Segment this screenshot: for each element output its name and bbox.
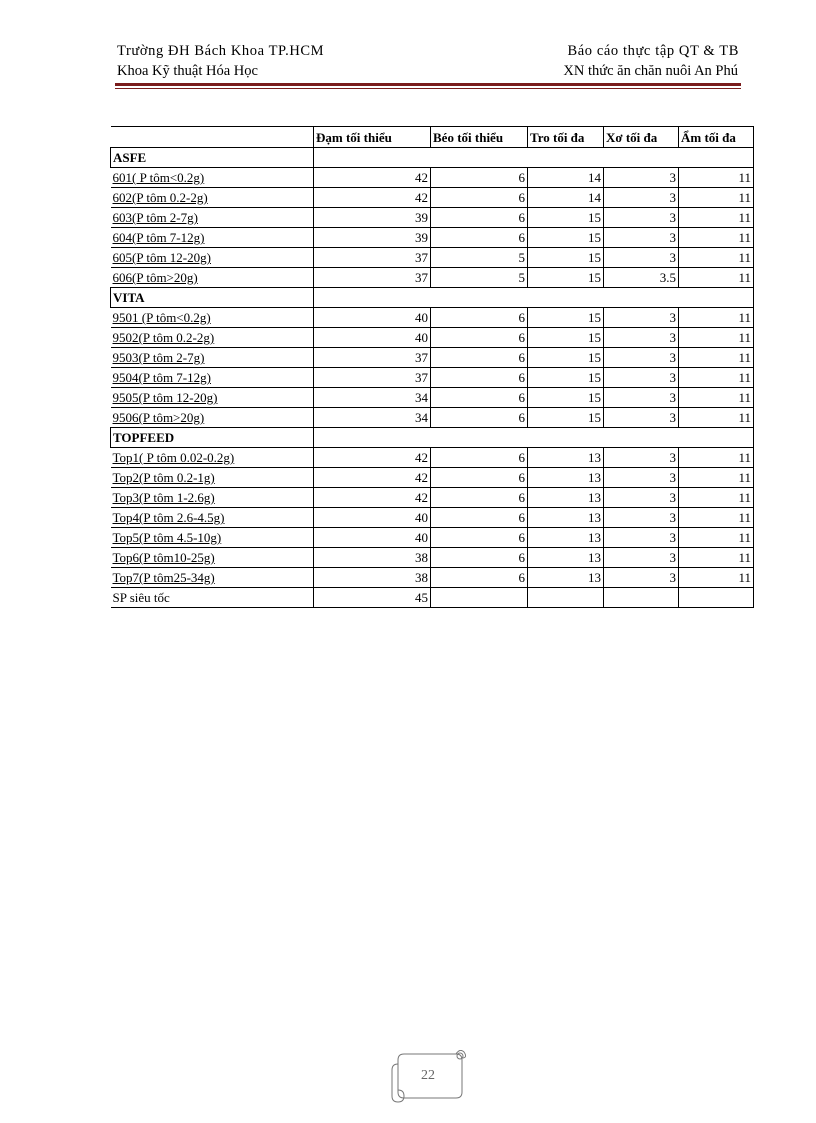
product-name-cell: 602(P tôm 0.2-2g) [111, 188, 314, 208]
group-row [111, 428, 754, 448]
value-cell: 6 [431, 168, 528, 188]
value-cell: 3 [604, 348, 679, 368]
table-row [111, 488, 754, 508]
header-cell-protein-min: Đạm tối thiểu [314, 127, 431, 148]
value-cell: 13 [528, 508, 604, 528]
value-cell: 3 [604, 388, 679, 408]
value-cell: 3 [604, 528, 679, 548]
value-cell: 6 [431, 528, 528, 548]
header-report-title: Báo cáo thực tập QT & TB [567, 43, 739, 59]
value-cell: 3 [604, 328, 679, 348]
value-cell: 11 [679, 508, 754, 528]
group-name: VITA [111, 288, 314, 308]
value-cell: 6 [431, 488, 528, 508]
value-cell [431, 588, 528, 608]
product-name-cell: 603(P tôm 2-7g) [111, 208, 314, 228]
table-row [111, 528, 754, 548]
value-cell: 42 [314, 488, 431, 508]
header-faculty: Khoa Kỹ thuật Hóa Học [117, 63, 258, 79]
value-cell: 42 [314, 168, 431, 188]
value-cell: 13 [528, 488, 604, 508]
value-cell: 3 [604, 168, 679, 188]
header-school: Trường ĐH Bách Khoa TP.HCM [117, 43, 325, 59]
product-name-cell: 601( P tôm<0.2g) [111, 168, 314, 188]
product-name-cell: SP siêu tốc [111, 588, 314, 608]
value-cell: 15 [528, 208, 604, 228]
table-row [111, 448, 754, 468]
value-cell: 40 [314, 508, 431, 528]
product-name-cell: 9504(P tôm 7-12g) [111, 368, 314, 388]
header-cell-ash-max: Tro tối đa [528, 127, 604, 148]
page-number: 22 [421, 1068, 435, 1083]
product-name-cell: Top6(P tôm10-25g) [111, 548, 314, 568]
value-cell: 3 [604, 308, 679, 328]
value-cell: 45 [314, 588, 431, 608]
table-row [111, 368, 754, 388]
value-cell: 13 [528, 528, 604, 548]
value-cell: 11 [679, 248, 754, 268]
value-cell: 14 [528, 168, 604, 188]
value-cell: 3 [604, 448, 679, 468]
value-cell: 6 [431, 388, 528, 408]
value-cell: 6 [431, 188, 528, 208]
value-cell: 34 [314, 408, 431, 428]
value-cell: 3 [604, 568, 679, 588]
product-name-cell: 606(P tôm>20g) [111, 268, 314, 288]
value-cell: 6 [431, 228, 528, 248]
value-cell: 11 [679, 208, 754, 228]
header-rule-thin [115, 88, 741, 89]
value-cell: 6 [431, 308, 528, 328]
value-cell: 11 [679, 188, 754, 208]
product-name-cell: 9502(P tôm 0.2-2g) [111, 328, 314, 348]
value-cell: 13 [528, 548, 604, 568]
value-cell: 11 [679, 388, 754, 408]
value-cell: 3 [604, 248, 679, 268]
product-name-cell: 9505(P tôm 12-20g) [111, 388, 314, 408]
value-cell: 13 [528, 468, 604, 488]
value-cell: 40 [314, 308, 431, 328]
value-cell: 6 [431, 408, 528, 428]
value-cell: 3 [604, 408, 679, 428]
value-cell: 3 [604, 468, 679, 488]
value-cell: 37 [314, 368, 431, 388]
table-row [111, 328, 754, 348]
product-name-cell: Top2(P tôm 0.2-1g) [111, 468, 314, 488]
value-cell: 11 [679, 548, 754, 568]
value-cell: 6 [431, 508, 528, 528]
table-row [111, 348, 754, 368]
table-row [111, 308, 754, 328]
table-row [111, 208, 754, 228]
value-cell: 3 [604, 508, 679, 528]
value-cell: 11 [679, 568, 754, 588]
value-cell: 3 [604, 548, 679, 568]
value-cell: 11 [679, 448, 754, 468]
header-cell-fiber-max: Xơ tối đa [604, 127, 679, 148]
value-cell: 11 [679, 528, 754, 548]
value-cell: 15 [528, 368, 604, 388]
value-cell: 13 [528, 568, 604, 588]
value-cell: 37 [314, 268, 431, 288]
value-cell: 42 [314, 468, 431, 488]
table-row [111, 248, 754, 268]
value-cell: 38 [314, 568, 431, 588]
value-cell: 42 [314, 188, 431, 208]
value-cell: 15 [528, 268, 604, 288]
value-cell: 11 [679, 408, 754, 428]
value-cell: 6 [431, 328, 528, 348]
value-cell: 40 [314, 528, 431, 548]
product-name-cell: 9501 (P tôm<0.2g) [111, 308, 314, 328]
product-name-cell: Top5(P tôm 4.5-10g) [111, 528, 314, 548]
table-row [111, 408, 754, 428]
product-name-cell: 9506(P tôm>20g) [111, 408, 314, 428]
header-cell-fat-min: Béo tối thiểu [431, 127, 528, 148]
value-cell: 13 [528, 448, 604, 468]
value-cell: 34 [314, 388, 431, 408]
product-name-cell: Top4(P tôm 2.6-4.5g) [111, 508, 314, 528]
value-cell: 15 [528, 348, 604, 368]
product-name-cell: Top3(P tôm 1-2.6g) [111, 488, 314, 508]
value-cell: 6 [431, 548, 528, 568]
product-name-cell: 9503(P tôm 2-7g) [111, 348, 314, 368]
value-cell: 11 [679, 488, 754, 508]
value-cell [604, 588, 679, 608]
value-cell: 11 [679, 348, 754, 368]
table-row [111, 548, 754, 568]
value-cell: 3 [604, 488, 679, 508]
header-company: XN thức ăn chăn nuôi An Phú [563, 63, 738, 79]
group-row [111, 288, 754, 308]
value-cell: 37 [314, 248, 431, 268]
group-spacer-cell [314, 288, 754, 308]
product-name-cell: 604(P tôm 7-12g) [111, 228, 314, 248]
value-cell: 40 [314, 328, 431, 348]
value-cell: 3.5 [604, 268, 679, 288]
value-cell: 15 [528, 408, 604, 428]
value-cell: 5 [431, 268, 528, 288]
value-cell: 11 [679, 268, 754, 288]
value-cell: 6 [431, 208, 528, 228]
header-cell-moisture-max: Ẩm tối đa [679, 127, 754, 148]
table-row [111, 468, 754, 488]
table-row [111, 188, 754, 208]
value-cell: 39 [314, 228, 431, 248]
group-spacer-cell [314, 148, 754, 168]
value-cell: 15 [528, 388, 604, 408]
value-cell: 15 [528, 248, 604, 268]
value-cell: 42 [314, 448, 431, 468]
group-spacer-cell [314, 428, 754, 448]
product-name-cell: Top7(P tôm25-34g) [111, 568, 314, 588]
value-cell: 5 [431, 248, 528, 268]
value-cell: 11 [679, 308, 754, 328]
group-name: ASFE [111, 148, 314, 168]
product-name-cell: Top1( P tôm 0.02-0.2g) [111, 448, 314, 468]
table-row [111, 388, 754, 408]
value-cell: 37 [314, 348, 431, 368]
value-cell: 11 [679, 368, 754, 388]
table-row [111, 568, 754, 588]
value-cell: 3 [604, 228, 679, 248]
group-row [111, 148, 754, 168]
value-cell: 3 [604, 188, 679, 208]
value-cell: 6 [431, 368, 528, 388]
value-cell: 6 [431, 348, 528, 368]
table-row [111, 508, 754, 528]
table-body [111, 148, 754, 608]
value-cell: 15 [528, 328, 604, 348]
table-row [111, 268, 754, 288]
value-cell: 11 [679, 228, 754, 248]
table-row [111, 588, 754, 608]
nutrition-spec-table [110, 126, 754, 608]
value-cell: 6 [431, 568, 528, 588]
product-name-cell: 605(P tôm 12-20g) [111, 248, 314, 268]
value-cell: 3 [604, 368, 679, 388]
value-cell: 11 [679, 468, 754, 488]
table-row [111, 168, 754, 188]
value-cell [679, 588, 754, 608]
value-cell: 6 [431, 468, 528, 488]
header-cell-product [111, 127, 314, 148]
header-rule-thick [115, 83, 741, 86]
table-row [111, 228, 754, 248]
value-cell: 11 [679, 168, 754, 188]
value-cell: 38 [314, 548, 431, 568]
value-cell [528, 588, 604, 608]
value-cell: 11 [679, 328, 754, 348]
value-cell: 3 [604, 208, 679, 228]
value-cell: 14 [528, 188, 604, 208]
value-cell: 39 [314, 208, 431, 228]
value-cell: 15 [528, 308, 604, 328]
group-name: TOPFEED [111, 428, 314, 448]
table-header-row [111, 127, 754, 148]
value-cell: 6 [431, 448, 528, 468]
value-cell: 15 [528, 228, 604, 248]
